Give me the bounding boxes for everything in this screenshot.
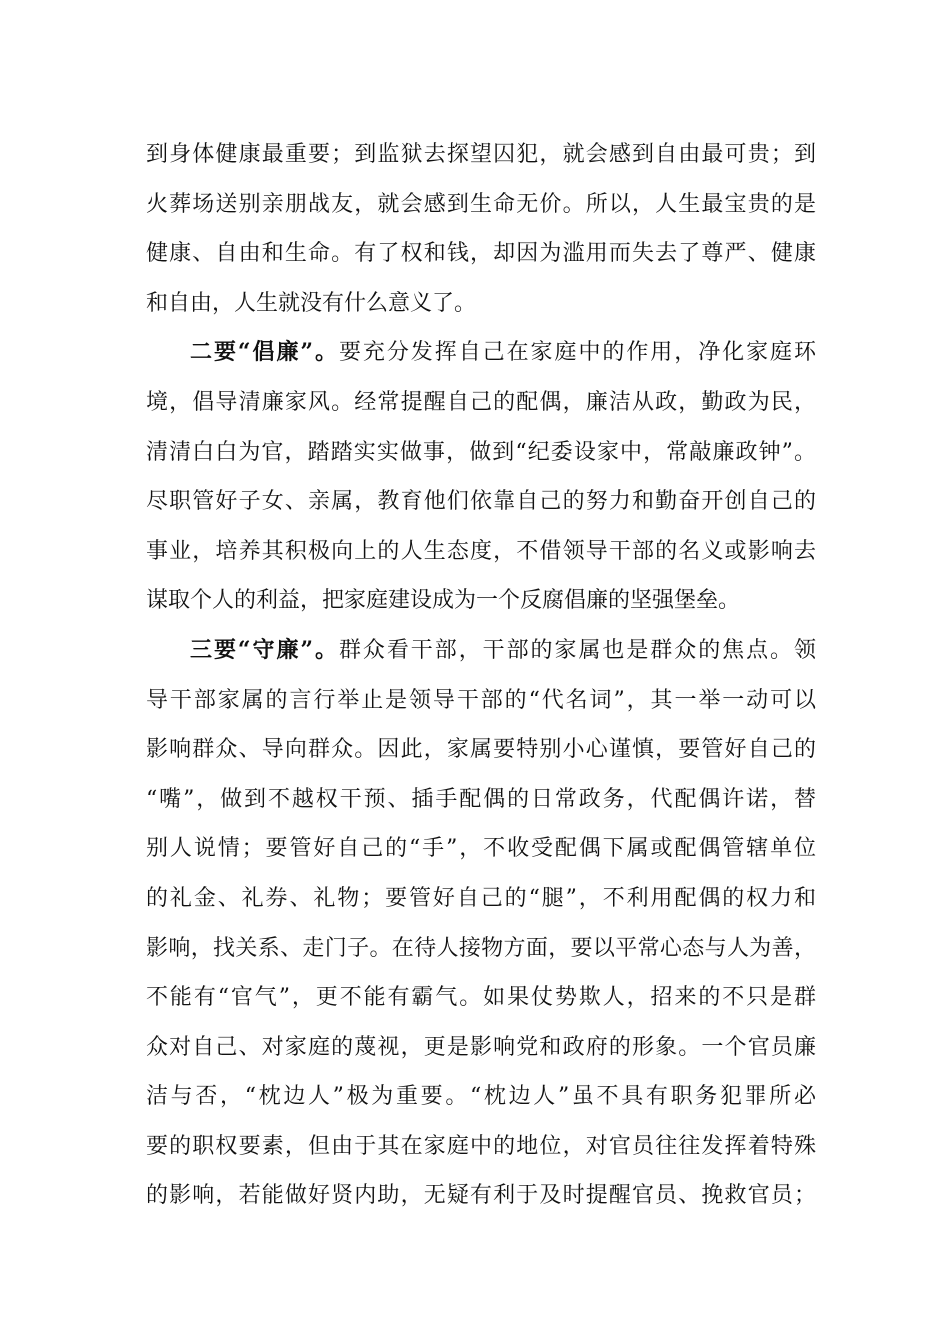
text-line: 洁与否，“枕边人”极为重要。“枕边人”虽不具有职务犯罪所必 xyxy=(146,1084,816,1110)
paragraph-lead-heading: 三要“守廉”。 xyxy=(190,636,339,663)
text-line: 不能有“官气”，更不能有霸气。如果仗势欺人，招来的不只是群 xyxy=(146,985,816,1011)
text-line: 导干部家属的言行举止是领导干部的“代名词”，其一举一动可以 xyxy=(146,687,816,713)
text-line: 清清白白为官，踏踏实实做事，做到“纪委设家中，常敲廉政钟”。 xyxy=(146,439,816,465)
text-line-body: 要充分发挥自己在家庭中的作用，净化家庭环 xyxy=(338,340,816,366)
text-line: 尽职管好子女、亲属，教育他们依靠自己的努力和勤奋开创自己的 xyxy=(146,489,816,515)
text-line: 别人说情；要管好自己的“手”，不收受配偶下属或配偶管辖单位 xyxy=(146,836,816,862)
paragraph-lead-heading: 二要“倡廉”。 xyxy=(190,339,339,366)
paragraph-2 xyxy=(146,328,816,626)
text-line: 境，倡导清廉家风。经常提醒自己的配偶，廉洁从政，勤政为民， xyxy=(146,389,816,415)
text-line: 影响，找关系、走门子。在待人接物方面，要以平常心态与人为善， xyxy=(146,935,816,961)
text-line: 事业，培养其积极向上的人生态度，不借领导干部的名义或影响去 xyxy=(146,538,816,564)
paragraph-1 xyxy=(146,130,816,328)
text-line: 谋取个人的利益，把家庭建设成为一个反腐倡廉的坚强堡垒。 xyxy=(146,588,741,614)
text-line: 和自由，人生就没有什么意义了。 xyxy=(146,290,477,316)
text-line xyxy=(146,626,816,676)
text-line: “嘴”，做到不越权干预、插手配偶的日常政务，代配偶许诺，替 xyxy=(146,786,816,812)
text-line-body: 群众看干部，干部的家属也是群众的焦点。领 xyxy=(338,637,816,663)
text-line: 的影响，若能做好贤内助，无疑有利于及时提醒官员、挽救官员； xyxy=(146,1183,816,1209)
paragraph-3 xyxy=(146,626,816,1221)
text-line: 的礼金、礼券、礼物；要管好自己的“腿”，不利用配偶的权力和 xyxy=(146,885,816,911)
text-line: 火葬场送别亲朋战友，就会感到生命无价。所以，人生最宝贵的是 xyxy=(146,191,816,217)
text-line: 到身体健康最重要；到监狱去探望囚犯，就会感到自由最可贵；到 xyxy=(146,142,816,167)
text-line: 健康、自由和生命。有了权和钱，却因为滥用而失去了尊严、健康 xyxy=(146,241,816,267)
text-line xyxy=(146,328,816,378)
text-line: 众对自己、对家庭的蔑视，更是影响党和政府的形象。一个官员廉 xyxy=(146,1034,816,1060)
text-line: 影响群众、导向群众。因此，家属要特别小心谨慎，要管好自己的 xyxy=(146,737,816,763)
text-line: 要的职权要素，但由于其在家庭中的地位，对官员往往发挥着特殊 xyxy=(146,1133,816,1159)
document-body xyxy=(146,130,816,1221)
